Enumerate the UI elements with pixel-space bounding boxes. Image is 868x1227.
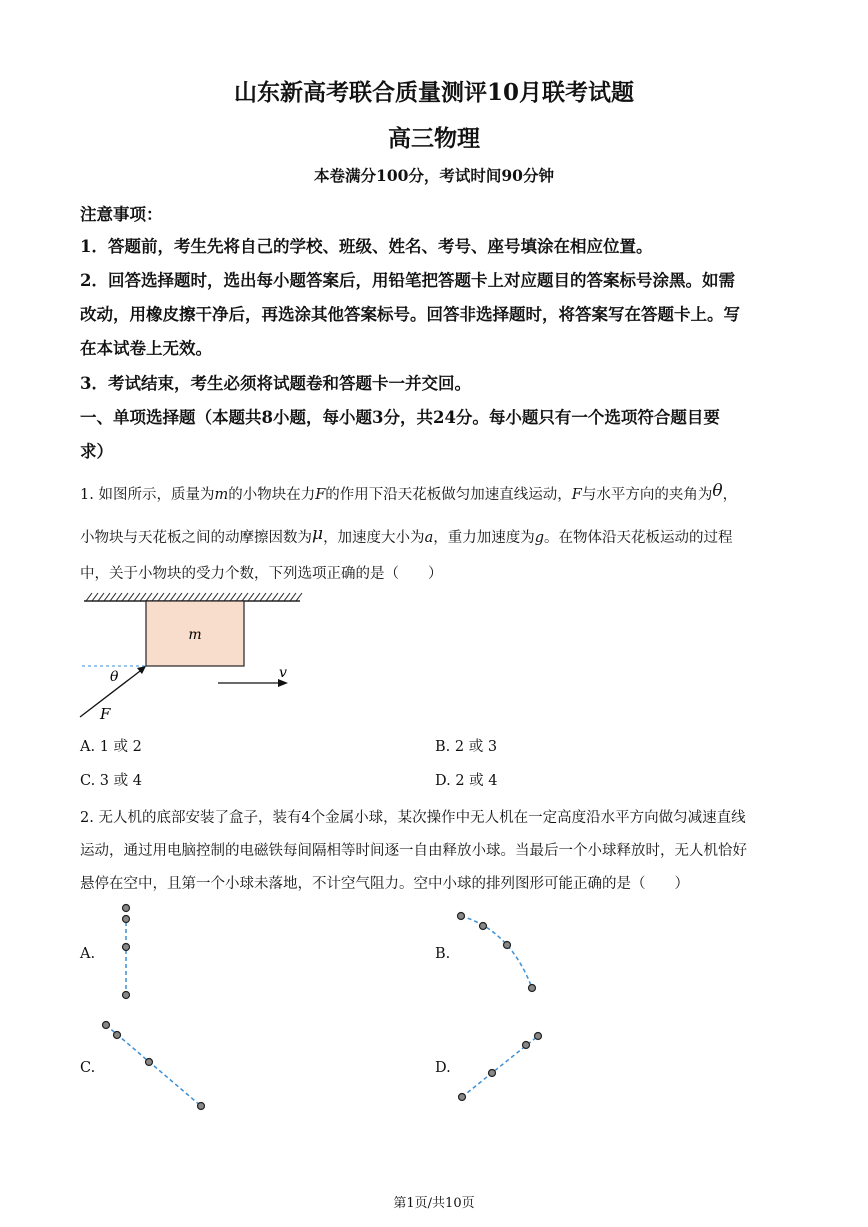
- q1-line-3: 中，关于小物块的受力个数，下列选项正确的是（ ）: [80, 566, 443, 582]
- notice-item: 2．回答选择题时，选出每小题答案后，用铅笔把答题卡上对应题目的答案标号涂黑。如需: [80, 271, 735, 290]
- ball: [480, 923, 487, 930]
- ball: [123, 944, 130, 951]
- q2-line-3: 悬停在空中，且第一个小球未落地，不计空气阻力。空中小球的排列图形可能正确的是（ ）: [80, 876, 689, 892]
- ball: [459, 1094, 466, 1101]
- q1-line-1: 1. 如图所示，质量为m的小物块在力F的作用下沿天花板做匀加速直线运动，F与水平方向的夹角为θ，: [80, 481, 738, 503]
- force-label: F: [100, 705, 111, 723]
- ball: [458, 913, 465, 920]
- angle-label: θ: [110, 669, 119, 685]
- q1-option-d: D. 2 或 4: [435, 773, 498, 789]
- q2-option-c-label: C.: [80, 1060, 96, 1076]
- ball: [535, 1033, 542, 1040]
- ball: [103, 1022, 110, 1029]
- exam-title: 山东新高考联合质量测评10月联考试题: [233, 79, 634, 106]
- q2-line-2: 运动，通过用电脑控制的电磁铁每间隔相等时间逐一自由释放小球。当最后一个小球释放时，无人机恰好: [80, 843, 747, 859]
- page-number: 第1页/共10页: [393, 1196, 475, 1211]
- q2-option-b-label: B.: [435, 946, 451, 962]
- notice-item: 1．答题前，考生先将自己的学校、班级、姓名、考号、座号填涂在相应位置。: [80, 237, 653, 256]
- ball: [523, 1042, 530, 1049]
- q1-figure: [74, 588, 314, 728]
- q2-figure-d: [450, 1025, 550, 1110]
- q2-line-1: 2. 无人机的底部安装了盒子，装有4个金属小球，某次操作中无人机在一定高度沿水平方向做匀减速直线: [80, 810, 746, 826]
- q1-line-2: 小物块与天花板之间的动摩擦因数为μ，加速度大小为a，重力加速度为g。在物体沿天花板运动的过程: [80, 524, 733, 546]
- q2-figure-c: [95, 1015, 215, 1115]
- q2-option-a-label: A.: [80, 946, 96, 962]
- ball: [198, 1103, 205, 1110]
- section-heading: 一、单项选择题（本题共8小题，每小题3分，共24分。每小题只有一个选项符合题目要: [80, 408, 720, 427]
- q2-figure-a: [110, 900, 150, 1005]
- subject-title: 高三物理: [388, 125, 480, 152]
- ball: [529, 985, 536, 992]
- q2-figure-b: [450, 905, 550, 1000]
- q1-option-a: A. 1 或 2: [80, 739, 142, 755]
- ball: [489, 1070, 496, 1077]
- ball: [114, 1032, 121, 1039]
- ball: [504, 942, 511, 949]
- ball: [146, 1059, 153, 1066]
- section-heading-cont: 求）: [80, 442, 113, 461]
- notice-item: 3．考试结束，考生必须将试题卷和答题卡一并交回。: [80, 374, 471, 393]
- ball: [123, 916, 130, 923]
- q2-option-d-label: D.: [435, 1060, 451, 1076]
- block-label: m: [188, 627, 202, 643]
- notice-item: 改动，用橡皮擦干净后，再选涂其他答案标号。回答非选择题时，将答案写在答题卡上。写: [80, 305, 740, 324]
- ball: [123, 992, 130, 999]
- velocity-label: v: [279, 665, 287, 681]
- q1-option-b: B. 2 或 3: [435, 739, 498, 755]
- q1-option-c: C. 3 或 4: [80, 773, 142, 789]
- notice-heading: 注意事项：: [80, 205, 163, 224]
- ball: [123, 905, 130, 912]
- notice-item: 在本试卷上无效。: [80, 339, 212, 358]
- exam-info: 本卷满分100分，考试时间90分钟: [314, 166, 554, 185]
- ceiling: [84, 593, 302, 601]
